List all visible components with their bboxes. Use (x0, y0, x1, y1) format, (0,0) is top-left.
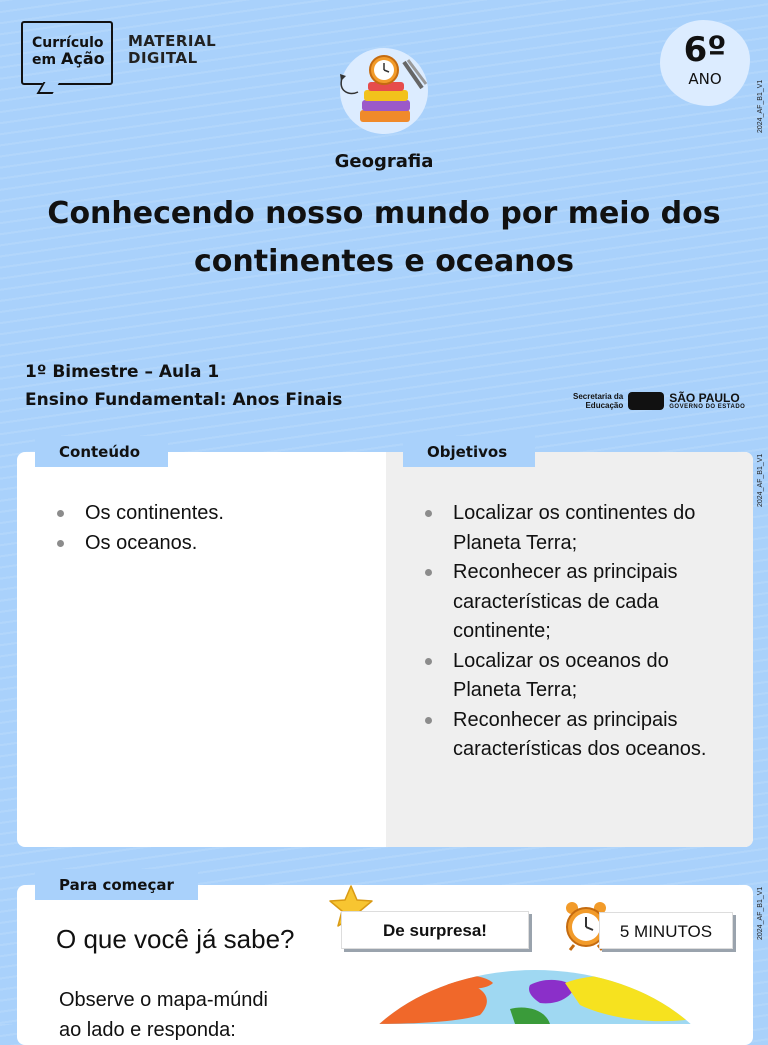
world-map-image (335, 965, 735, 1024)
document-code: 2024_AF_B1_V1 (757, 886, 764, 940)
list-item: Localizar os continentes do Planeta Terra; (422, 499, 740, 558)
tab-conteudo: Conteúdo (35, 436, 168, 467)
grade-number: 6º (683, 30, 727, 70)
tab-para-comecar: Para começar (35, 869, 198, 900)
question-heading: O que você já sabe? (56, 924, 295, 954)
tab-objetivos: Objetivos (403, 436, 535, 467)
surprise-badge: De surpresa! (341, 911, 529, 949)
curriculo-em-acao-logo (21, 21, 113, 85)
list-item: Os oceanos. (54, 529, 374, 559)
lesson-title: Conhecendo nosso mundo por meio dos continentes e oceanos (47, 196, 721, 279)
list-item: Os continentes. (54, 499, 374, 529)
content-list (54, 499, 374, 558)
instruction-text: Observe o mapa-múndi ao lado e responda: (59, 989, 268, 1041)
document-code: 2024_AF_B1_V1 (757, 79, 764, 133)
document-code: 2024_AF_B1_V1 (757, 453, 764, 507)
sp-mark-icon (628, 392, 664, 410)
subject-label: Geografia (334, 151, 434, 172)
logo-line-1: Currículo (32, 35, 104, 51)
list-item: Localizar os oceanos do Planeta Terra; (422, 647, 740, 706)
lesson-info (25, 358, 342, 414)
duration-badge: 5 MINUTOS (599, 912, 733, 949)
material-digital-label: MATERIAL DIGITAL (128, 32, 217, 67)
sao-paulo-government-logo: Secretaria da Educação SÃO PAULO GOVERNO DO ESTADO (573, 391, 746, 410)
grade-label: ANO (688, 70, 722, 88)
list-item: Reconhecer as principais características de cada continente; (422, 558, 740, 647)
books-clock-icon (336, 52, 432, 132)
bimestre-label: 1º Bimestre – Aula 1 (25, 362, 220, 382)
logo-line-2: em Ação (32, 49, 105, 68)
list-item: Reconhecer as principais características dos oceanos. (422, 706, 740, 765)
grade-badge (660, 20, 750, 106)
objectives-list (422, 499, 740, 765)
segment-label: Ensino Fundamental: Anos Finais (25, 390, 343, 410)
